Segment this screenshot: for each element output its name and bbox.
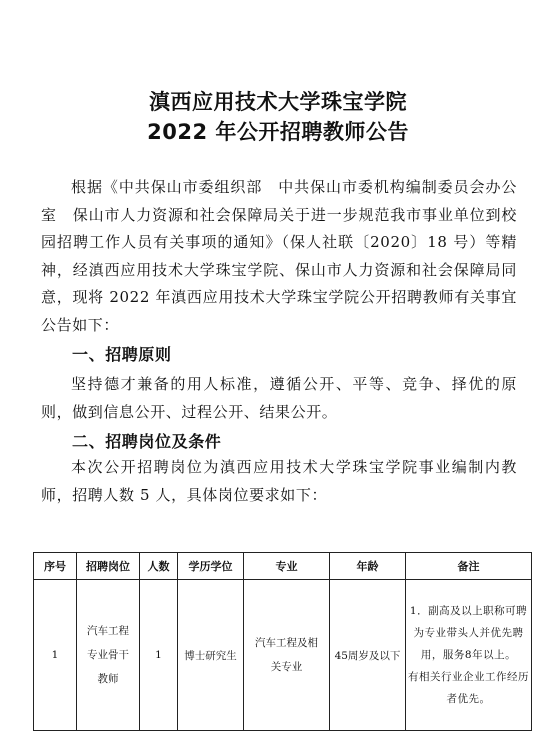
header-post: 招聘岗位 xyxy=(77,553,140,580)
cell-post xyxy=(77,580,140,731)
principles-paragraph: 坚持德才兼备的用人标准，遵循公开、平等、竞争、择优的原则，做到信息公开、过程公开、结果公开。 xyxy=(41,375,517,421)
header-count: 人数 xyxy=(140,553,178,580)
cell-count: 1 xyxy=(140,580,178,731)
cell-notes-item: 有相关行业企业工作经历者优先。 xyxy=(408,671,529,705)
cell-major-line: 汽车工程及相 xyxy=(255,637,318,649)
cell-post-line: 教师 xyxy=(97,673,119,685)
document-title-line2: 2022 年公开招聘教师公告 xyxy=(147,120,409,144)
header-major: 专业 xyxy=(244,553,330,580)
positions-paragraph: 本次公开招聘岗位为滇西应用技术大学珠宝学院事业编制内教师，招聘人数 5 人，具体岗位要求如下： xyxy=(41,458,517,504)
cell-post-line: 汽车工程 xyxy=(87,625,129,637)
cell-notes-item: 1．副高及以上职称可聘为专业带头人并优先聘用，服务8年以上。 xyxy=(409,605,528,661)
table-header-row xyxy=(34,553,532,580)
cell-notes xyxy=(406,580,532,731)
document-title-line1: 滇西应用技术大学珠宝学院 xyxy=(149,90,407,114)
cell-no: 1 xyxy=(34,580,77,731)
positions-table xyxy=(33,552,532,731)
cell-age: 45周岁及以下 xyxy=(330,580,406,731)
header-notes: 备注 xyxy=(406,553,532,580)
cell-degree: 博士研究生 xyxy=(178,580,244,731)
header-no: 序号 xyxy=(34,553,77,580)
cell-post-line: 专业骨干 xyxy=(87,649,129,661)
cell-major-line: 关专业 xyxy=(270,661,303,673)
cell-major xyxy=(244,580,330,731)
intro-paragraph: 根据《中共保山市委组织部 中共保山市委机构编制委员会办公室 保山市人力资源和社会保障局关于进一步规范我市事业单位到校园招聘工作人员有关事项的通知》（保人社联〔2020〕18 号）等精神，经滇西应用技术大学珠宝学院、保山市人力资源和社会保障局同意，现将 2022 年滇西应用技术大学珠宝学院公开招聘教师有关事宜公告如下： xyxy=(41,178,517,334)
header-age: 年龄 xyxy=(330,553,406,580)
header-degree: 学历学位 xyxy=(178,553,244,580)
section-heading-positions: 二、招聘岗位及条件 xyxy=(72,432,222,451)
table-row xyxy=(34,580,532,731)
section-heading-principles: 一、招聘原则 xyxy=(72,345,172,364)
